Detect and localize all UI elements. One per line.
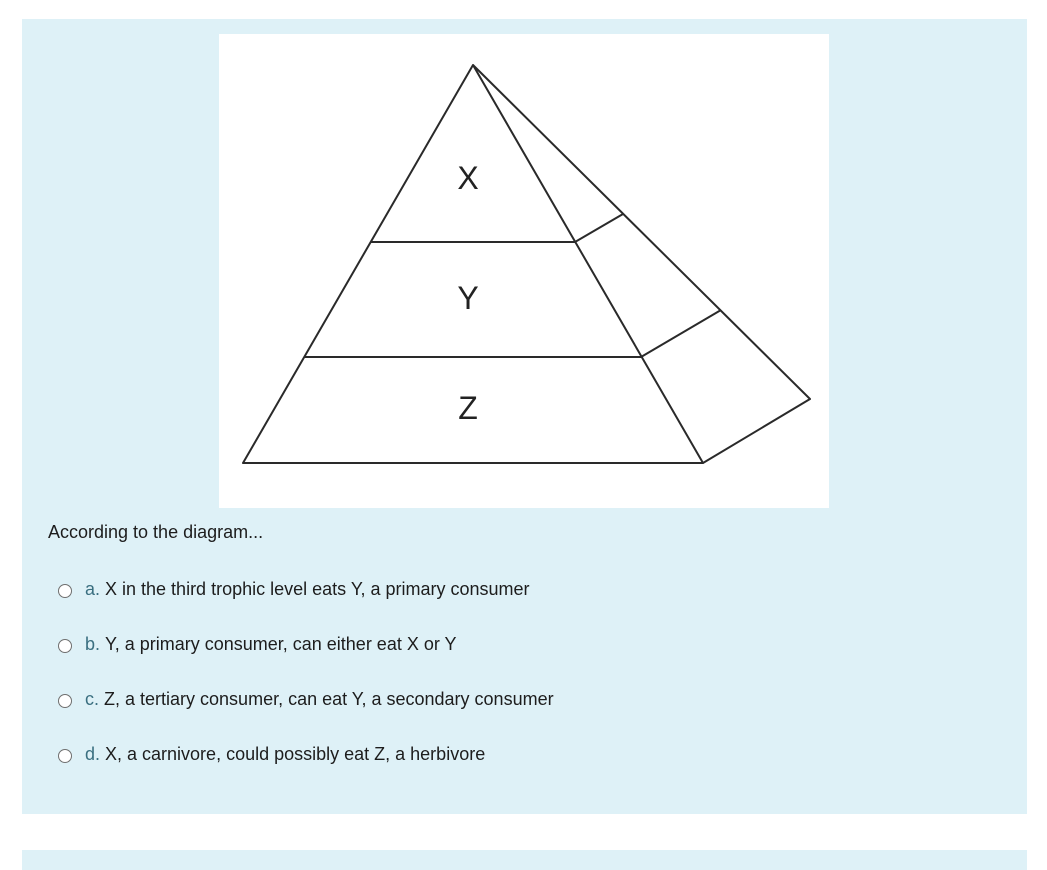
radio-button-a[interactable]	[58, 584, 72, 598]
answer-letter: d.	[85, 744, 101, 764]
answer-text: X in the third trophic level eats Y, a primary consumer	[105, 579, 530, 599]
radio-button-c[interactable]	[58, 694, 72, 708]
level-label-z: Z	[458, 390, 478, 426]
question-card	[22, 19, 1027, 814]
answer-options	[58, 579, 554, 799]
pyramid-drawing	[219, 34, 829, 508]
next-question-card	[22, 850, 1027, 870]
answer-letter: a.	[85, 579, 101, 599]
answer-letter: c.	[85, 689, 100, 709]
radio-button-b[interactable]	[58, 639, 72, 653]
trophic-pyramid-diagram	[219, 34, 829, 508]
divider-bottom-side	[641, 310, 721, 357]
answer-option-d[interactable]	[58, 744, 554, 799]
level-label-y: Y	[457, 280, 479, 316]
answer-text: X, a carnivore, could possibly eat Z, a herbivore	[105, 744, 486, 764]
answer-option-b[interactable]	[58, 634, 554, 689]
divider-top-side	[575, 214, 623, 242]
answer-text: Z, a tertiary consumer, can eat Y, a secondary consumer	[104, 689, 554, 709]
pyramid-side-face	[473, 65, 810, 463]
answer-option-c[interactable]	[58, 689, 554, 744]
level-label-x: X	[457, 160, 479, 196]
answer-option-a[interactable]	[58, 579, 554, 634]
question-prompt: According to the diagram...	[48, 522, 264, 542]
answer-text: Y, a primary consumer, can either eat X or Y	[105, 634, 457, 654]
answer-letter: b.	[85, 634, 101, 654]
radio-button-d[interactable]	[58, 749, 72, 763]
